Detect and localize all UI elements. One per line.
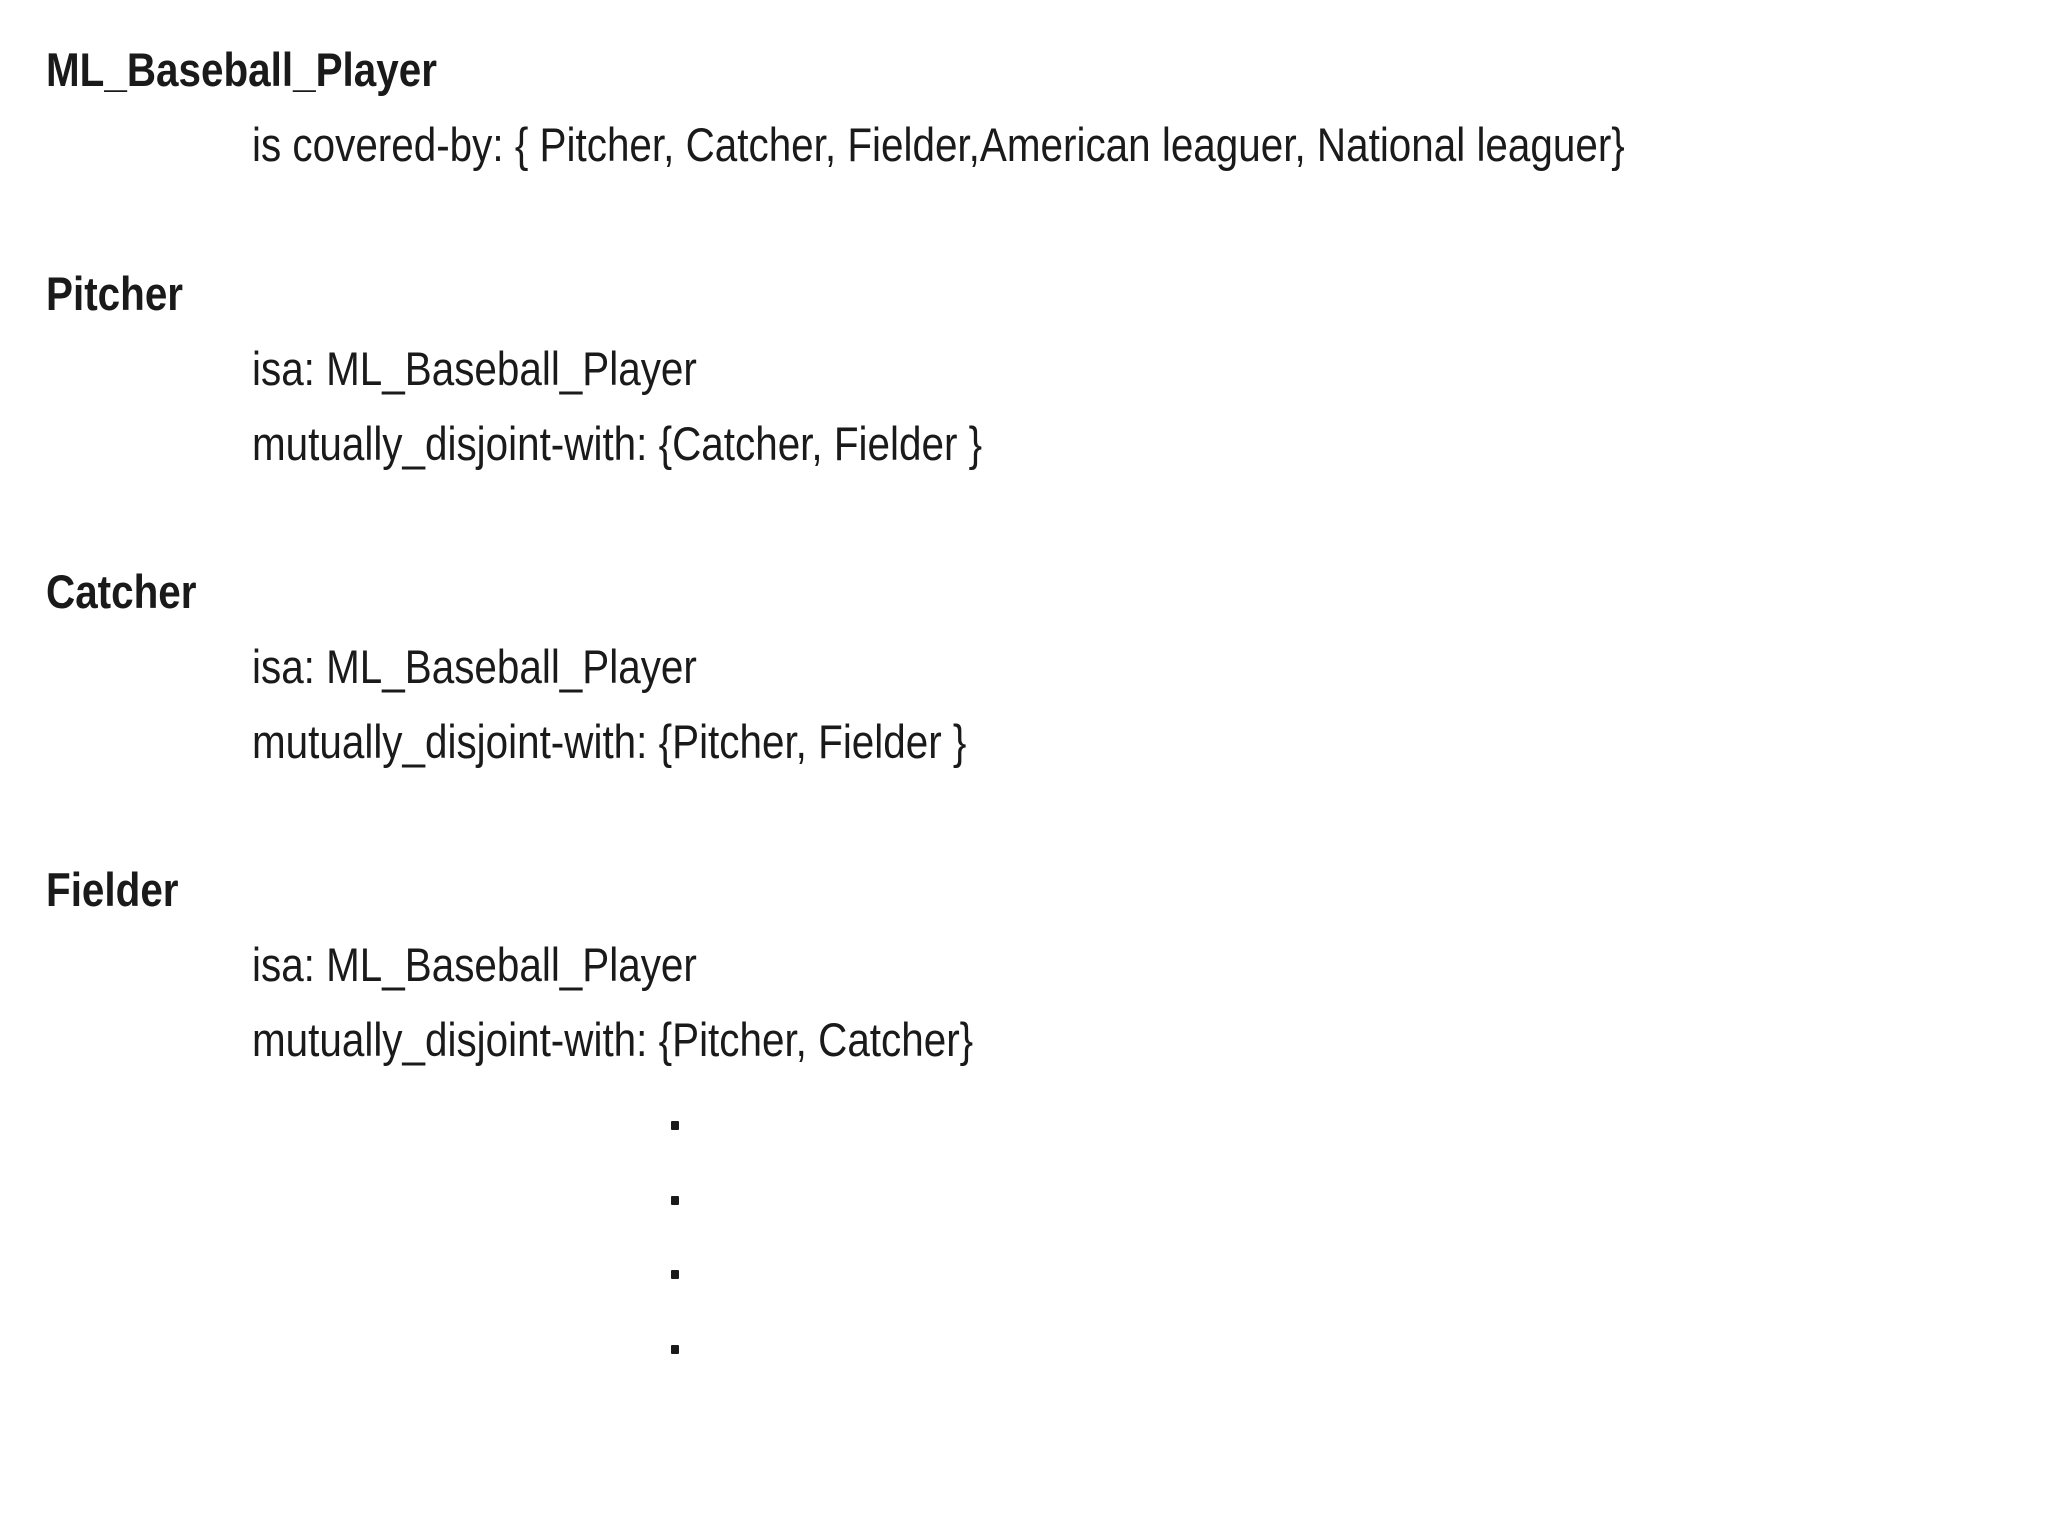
ellipsis-dot <box>671 1345 679 1354</box>
property-isa: isa: ML_Baseball_Player <box>252 938 697 991</box>
property-mutually-disjoint-with: mutually_disjoint-with: {Pitcher, Catcher} <box>252 1013 974 1066</box>
property-isa: isa: ML_Baseball_Player <box>252 342 697 395</box>
ellipsis-dot <box>671 1121 679 1130</box>
property-mutually-disjoint-with: mutually_disjoint-with: {Pitcher, Fielder } <box>252 715 967 768</box>
entry-title-fielder: Fielder <box>46 863 179 916</box>
ellipsis-dot <box>671 1270 679 1279</box>
entry-title-pitcher: Pitcher <box>46 267 184 320</box>
property-covered-by: is covered-by: { Pitcher, Catcher, Fielder,American leaguer, National leaguer} <box>252 118 1625 171</box>
entry-title-ml-baseball-player: ML_Baseball_Player <box>46 43 437 96</box>
property-mutually-disjoint-with: mutually_disjoint-with: {Catcher, Fielder } <box>252 417 983 470</box>
entry-title-catcher: Catcher <box>46 565 197 618</box>
property-isa: isa: ML_Baseball_Player <box>252 640 697 693</box>
ellipsis-dot <box>671 1196 679 1205</box>
